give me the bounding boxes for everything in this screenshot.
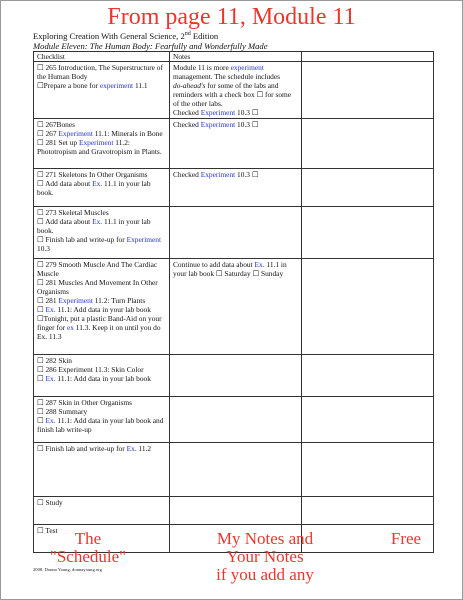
cell-text: ☐ Study (37, 498, 63, 507)
cell-text: Checked (173, 120, 201, 129)
document-title: Exploring Creation With General Science, 2nd Edition (33, 31, 219, 41)
cell-text: 11.3. Keep it on until you do Ex. 11.3 (37, 323, 161, 341)
free-cell (302, 397, 434, 443)
cell-line (37, 138, 166, 147)
table-row (34, 497, 434, 525)
notes-cell (170, 169, 302, 207)
cell-text: ☐ 281 Set up (37, 138, 79, 147)
checklist-cell (34, 169, 170, 207)
table-row (34, 397, 434, 443)
cell-line (37, 278, 166, 296)
experiment-link[interactable]: Ex. (45, 305, 56, 314)
experiment-link[interactable]: Experiment (126, 235, 162, 244)
table-row (34, 62, 434, 119)
cell-line (173, 260, 298, 278)
cell-line (173, 170, 298, 179)
experiment-link[interactable]: experiment (230, 63, 264, 72)
cell-text: ☐ (37, 374, 46, 383)
cell-text: Phototropism and Gravotropism in Plants. (37, 147, 162, 156)
cell-line (173, 108, 298, 117)
experiment-link[interactable]: Ex. (45, 374, 56, 383)
cell-text: Continue to add data about (173, 260, 255, 269)
cell-line (37, 365, 166, 374)
experiment-link[interactable]: Experiment (200, 108, 236, 117)
cell-text: ☐Prepare a bone for (37, 81, 100, 90)
cell-line (37, 444, 166, 453)
cell-line (173, 81, 298, 108)
cell-line (37, 235, 166, 253)
cell-line (173, 120, 298, 129)
free-cell (302, 355, 434, 397)
cell-line (37, 296, 166, 305)
checklist-cell (34, 355, 170, 397)
free-cell (302, 119, 434, 169)
notes-cell (170, 397, 302, 443)
cell-text: Checked (173, 108, 201, 117)
cell-text: 10.3 (37, 244, 50, 253)
cell-line (37, 217, 166, 235)
notes-column-label: My Notes and Your Notes if you add any (216, 529, 314, 584)
table-row (34, 207, 434, 259)
cell-line (37, 179, 166, 197)
cell-text: 11.2: Turn Plants (92, 296, 146, 305)
checklist-cell (34, 207, 170, 259)
notes-cell (170, 259, 302, 355)
cell-text: ☐ 281 Muscles And Movement In Other Organisms (37, 278, 158, 296)
experiment-link[interactable]: experiment (99, 81, 134, 90)
document-subtitle: Module Eleven: The Human Body: Fearfully and Wonderfully Made (33, 41, 268, 51)
experiment-link[interactable]: Experiment (58, 129, 93, 138)
cell-text: 11.1: Minerals in Bone (92, 129, 163, 138)
cell-text: Module 11 is more (173, 63, 231, 72)
table-row (34, 169, 434, 207)
notes-cell (170, 207, 302, 259)
cell-text: ☐ (37, 305, 46, 314)
cell-line (173, 63, 298, 81)
cell-text: ☐ Finish lab and write-up for (37, 444, 127, 453)
cell-text: ☐ 287 Skin in Other Organisms (37, 398, 132, 407)
free-cell (302, 169, 434, 207)
experiment-link[interactable]: Ex. (254, 260, 265, 269)
notes-cell (170, 119, 302, 169)
cell-text: ☐ 286 Experiment 11.3: Skin Color (37, 365, 144, 374)
cell-line (37, 416, 166, 434)
cell-text: 11.1: Add data in your lab book and finish lab write-up (37, 416, 164, 434)
cell-line (37, 498, 166, 507)
cell-text: 11.1 in your lab book. (37, 217, 151, 235)
table-row (34, 355, 434, 397)
free-cell (302, 62, 434, 119)
table-row (34, 443, 434, 497)
cell-text: 11.1: Add data in your lab book (55, 305, 151, 314)
experiment-link[interactable]: ex (66, 323, 74, 332)
experiment-link[interactable]: Experiment (78, 138, 114, 147)
experiment-link[interactable]: Ex. (92, 179, 103, 188)
cell-text: 11.1 in your lab book. (37, 179, 151, 197)
cell-text: 11.2 (136, 444, 152, 453)
cell-line (37, 407, 166, 416)
cell-line (37, 398, 166, 407)
notes-cell (170, 355, 302, 397)
cell-text: ☐ Test (37, 526, 58, 535)
cell-line (37, 147, 166, 156)
table-row (34, 119, 434, 169)
table-body (34, 62, 434, 553)
experiment-link[interactable]: Experiment (200, 120, 236, 129)
cell-text: 10.3 ☐ (235, 108, 259, 117)
experiment-link[interactable]: Ex. (92, 217, 103, 226)
schedule-table (33, 51, 434, 553)
cell-line (37, 208, 166, 217)
cell-text: 10.3 ☐ (235, 120, 259, 129)
copyright-notice: 2008, Donna Young, donnayoung.org (33, 567, 102, 572)
cell-text: 11.1 (133, 81, 148, 90)
cell-text: management. The schedule includes (173, 72, 280, 81)
cell-text: ☐ 281 (37, 296, 59, 305)
cell-text: 11.1 in your lab book ☐ Saturday ☐ Sunday (173, 260, 287, 278)
column-header-notes: Notes (170, 52, 302, 62)
cell-line (37, 260, 166, 278)
cell-text: 11.2: (113, 138, 130, 147)
column-header-checklist: Checklist (34, 52, 170, 62)
checklist-cell (34, 119, 170, 169)
notes-cell (170, 62, 302, 119)
schedule-column-label: The "Schedule" (49, 529, 127, 566)
cell-line (37, 129, 166, 138)
free-cell (302, 207, 434, 259)
free-cell (302, 497, 434, 525)
free-cell (302, 443, 434, 497)
experiment-link[interactable]: Ex. (45, 416, 56, 425)
cell-line (37, 170, 166, 179)
cell-line (37, 63, 166, 81)
cell-text: ☐Tonight, put a plastic Band-Aid on your finger for (37, 314, 162, 332)
notes-cell (170, 497, 302, 525)
table-header-row (34, 52, 434, 62)
cell-text: ☐ 288 Summary (37, 407, 88, 416)
notes-cell (170, 443, 302, 497)
experiment-link[interactable]: Experiment (58, 296, 93, 305)
cell-text: 11.1: Add data in your lab book (55, 374, 151, 383)
cell-text: ☐ Finish lab and write-up for (37, 235, 127, 244)
cell-text: 10.3 ☐ (235, 170, 259, 179)
cell-line (37, 120, 166, 129)
experiment-link[interactable]: Ex. (126, 444, 137, 453)
checklist-cell (34, 397, 170, 443)
cell-line (37, 356, 166, 365)
cell-line (37, 81, 166, 90)
cell-text: ☐ 267Bones (37, 120, 76, 129)
cell-text: ☐ 273 Skeletal Muscles (37, 208, 109, 217)
cell-line (37, 305, 166, 314)
checklist-cell (34, 259, 170, 355)
experiment-link[interactable]: Experiment (200, 170, 236, 179)
free-column-label: Free (390, 529, 422, 548)
cell-text: ☐ Add data about (37, 179, 93, 188)
checklist-cell (34, 62, 170, 119)
cell-text: ☐ 282 Skin (37, 356, 72, 365)
cell-text: ☐ 267 (37, 129, 59, 138)
column-header-free (302, 52, 434, 62)
checklist-cell (34, 497, 170, 525)
cell-text: ☐ Add data about (37, 217, 93, 226)
free-cell (302, 259, 434, 355)
cell-text: ☐ 279 Smooth Muscle And The Cardiac Muscle (37, 260, 158, 278)
cell-text: ☐ (37, 416, 46, 425)
cell-text: do-ahead's (173, 81, 206, 90)
cell-line (37, 374, 166, 383)
cell-text: ☐ 265 Introduction, The Superstructure of the Human Body (37, 63, 163, 81)
cell-text: for some of the labs and reminders with a check box ☐ for some of the other labs. (173, 81, 292, 108)
table-row (34, 259, 434, 355)
page-title: From page 11, Module 11 (107, 4, 356, 30)
cell-line (37, 314, 166, 341)
cell-text: ☐ 271 Skeletons In Other Organisms (37, 170, 148, 179)
cell-text: Checked (173, 170, 201, 179)
checklist-cell (34, 443, 170, 497)
